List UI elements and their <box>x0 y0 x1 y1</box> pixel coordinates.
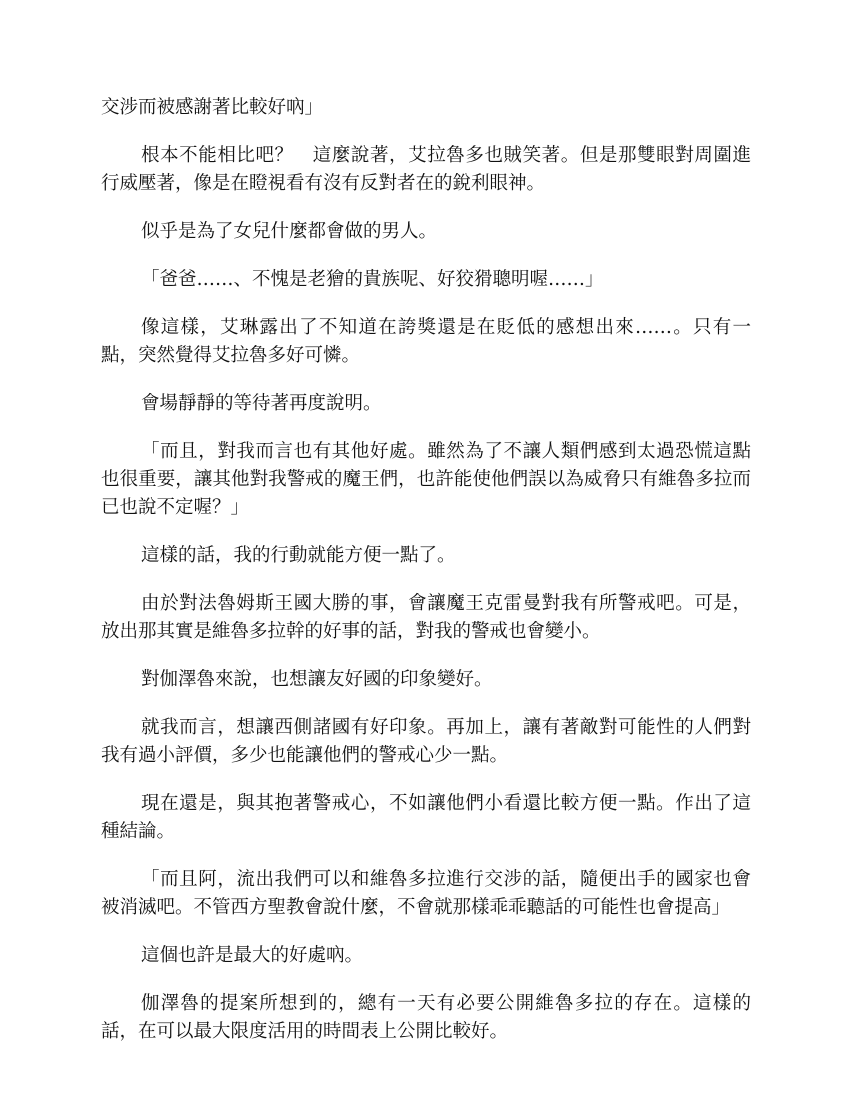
paragraph: 像這樣，艾琳露出了不知道在誇獎還是在貶低的感想出來……。只有一點，突然覺得艾拉魯多好可憐。 <box>101 317 751 366</box>
paragraph: 現在還是，與其抱著警戒心，不如讓他們小看還比較方便一點。作出了這種結論。 <box>101 793 751 842</box>
paragraph: 「爸爸……、不愧是老獪的貴族呢、好狡猾聰明喔……」 <box>141 269 604 290</box>
paragraph: 對伽澤魯來說，也想讓友好國的印象變好。 <box>141 669 493 690</box>
document-page <box>101 94 751 1066</box>
paragraph: 交涉而被感謝著比較好吶」 <box>101 97 324 118</box>
paragraph: 似乎是為了女兒什麼都會做的男人。 <box>141 221 438 242</box>
paragraph: 「而且阿，流出我們可以和維魯多拉進行交涉的話，隨便出手的國家也會被消滅吧。不管西方聖教會說什麼，不會就那樣乖乖聽話的可能性也會提高」 <box>101 869 751 918</box>
paragraph: 由於對法魯姆斯王國大勝的事，會讓魔王克雷曼對我有所警戒吧。可是，放出那其實是維魯多拉幹的好事的話，對我的警戒也會變小。 <box>101 593 751 642</box>
paragraph: 會場靜靜的等待著再度說明。 <box>141 393 382 414</box>
paragraph: 這樣的話，我的行動就能方便一點了。 <box>141 545 456 566</box>
paragraph: 伽澤魯的提案所想到的，總有一天有必要公開維魯多拉的存在。這樣的話，在可以最大限度活用的時間表上公開比較好。 <box>101 993 751 1042</box>
paragraph: 就我而言，想讓西側諸國有好印象。再加上，讓有著敵對可能性的人們對我有過小評價，多少也能讓他們的警戒心少一點。 <box>101 717 751 766</box>
paragraph: 這個也許是最大的好處吶。 <box>141 945 364 966</box>
paragraph: 「而且，對我而言也有其他好處。雖然為了不讓人類們感到太過恐慌這點也很重要，讓其他對我警戒的魔王們，也許能使他們誤以為威脅只有維魯多拉而已也說不定喔？」 <box>101 441 751 518</box>
paragraph: 根本不能相比吧？ 這麼說著，艾拉魯多也賊笑著。但是那雙眼對周圍進行威壓著，像是在瞪視看有沒有反對者在的銳利眼神。 <box>101 145 751 194</box>
